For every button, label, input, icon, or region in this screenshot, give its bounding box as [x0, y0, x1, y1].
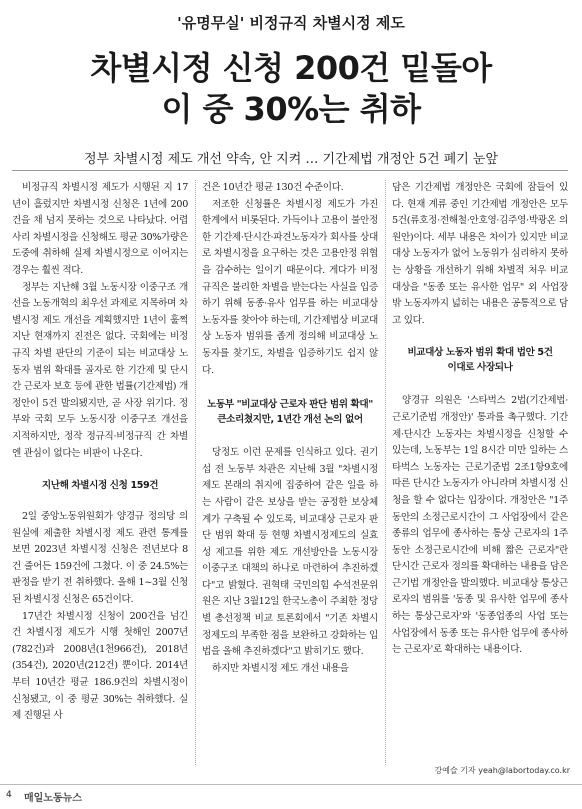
article-body	[12, 180, 572, 765]
footer-rule	[0, 784, 582, 785]
paragraph: 비정규직 차별시정 제도가 시행된 지 17년이 흘렀지만 차별시정 신청은 1년에 200건을 채 넘지 못하는 것으로 나타났다. 어렵사리 차별시정을 신청해도 평균 30%가량은 도중에 취하해 실제 차별시정으로 이어지는 경우는 훨씬 적다.	[12, 182, 188, 276]
crosshead-line-2: 이대로 사장되나	[447, 362, 513, 374]
crosshead-line-2: 큰소리쳤지만, 1년간 개선 논의 없어	[217, 414, 363, 426]
column-divider	[195, 180, 196, 765]
headline-line-1: 차별시정 신청 200건 밑돌아	[90, 49, 492, 87]
crosshead-line-1: 노동부 "비교대상 근로자 판단 범위 확대"	[207, 399, 373, 411]
column-divider	[385, 180, 386, 765]
column-2	[202, 180, 378, 765]
page-number: 4	[6, 790, 12, 800]
column-1	[12, 180, 188, 765]
paragraph: 건은 10년간 평균 130건 수준이다.	[202, 182, 344, 193]
headline	[0, 48, 582, 130]
paragraph: 당정도 이런 문제를 인식하고 있다. 권기섭 전 노동부 차관은 지난해 3월 "차별시정제도 본래의 취지에 집중하여 같은 일을 하는 사람이 같은 보상을 받는 공정한 보상체계가 구축될 수 있도록, 비교대상 근로자 판단 범위 확대 등 현행 차별시정제도의 실효성 제고를 위한 제도 개선방안을 노동시장 이중구조 대책의 하나로 마련하여 추진하겠다"고 밝혔다. 권혁태 국민의힘 수석전문위원은 지난 3월12일 한국노총이 주최한 정당별 총선정책 비교 토론회에서 "기존 차별시정제도의 부족한 점을 보완하고 강화하는 입법을 올해 추진하겠다"고 밝히기도 했다.	[202, 447, 378, 658]
headline-line-2: 이 중 30%는 취하	[161, 90, 421, 128]
column-3	[392, 180, 568, 765]
paragraph: 2일 중앙노동위원회가 양경규 정의당 의원실에 제출한 차별시정 제도 관련 통계를 보면 2023년 차별시정 신청은 전년보다 8건 줄어든 159건에 그쳤다. 이 중 24.5%는 판정을 받기 전 취하했다. 올해 1~3월 신청된 차별시정 신청은 65건이다.	[12, 511, 188, 606]
paragraph: 저조한 신청률은 차별시정 제도가 가진 한계에서 비롯된다. 가득이나 고용이 불안정한 기간제·단시간·파견노동자가 회사를 상대로 차별시정을 요구하는 것은 고용안정 위협을 감수하는 일이기 때문이다. 게다가 비정규직은 불리한 차별을 받는다는 사실을 입증하기 위해 동종·유사 업무를 하는 비교대상 노동자를 찾아야 하는데, 기간제법상 비교대상 노동자 범위를 좁게 정의해 비교대상 노동자를 찾기도, 차별을 입증하기도 쉽지 않다.	[202, 198, 378, 376]
paragraph: 17년간 차별시정 신청이 200건을 넘긴 건 차별시정 제도가 시행 첫해인 2007년(782건)과 2008년(1천966건), 2018년(354건), 2020년(212건) 뿐이다. 2014년부터 10년간 평균 186.9건의 차별시정이 신청됐고, 이 중 평균 30%는 취하했다. 실제 진행된 사	[12, 610, 188, 722]
masthead-logo: 매일노동뉴스	[24, 793, 82, 804]
subhead: 정부 차별시정 제도 개선 약속, 안 지켜 … 기간제법 개정안 5건 폐기 눈앞	[83, 152, 499, 167]
crosshead-line-1: 비교대상 노동자 범위 확대 법안 5건	[407, 347, 553, 359]
top-rule	[12, 170, 568, 171]
crosshead	[202, 397, 378, 427]
crosshead: 지난해 차별시정 신청 159건	[41, 480, 159, 492]
paragraph: 정부는 지난해 3월 노동시장 이중구조 개선을 노동개혁의 최우선 과제로 지목하며 차별시정 제도 개선을 계획했지만 1년이 훌쩍 지난 현재까지 진전은 없다. 국회에는 비정규직 차별 판단의 기준이 되는 비교대상 노동자 범위 확대를 골자로 한 기간제 및 단시간 근로자 보호 등에 관한 법률(기간제법) 개정안이 5건 발의됐지만, 곧 사장 위기다. 정부와 국회 모두 노동시장 이중구조 개선을 지적하지만, 정작 정규직·비정규직 간 차별엔 관심이 없다는 비판이 나온다.	[12, 281, 188, 459]
byline: 강예슬 기자 yeah@labortoday.co.kr	[434, 766, 570, 775]
paragraph: 담은 기간제법 개정안은 국회에 잠들어 있다. 현재 계류 중인 기간제법 개정안은 모두 5건(류호정·전해철·안호영·김주영·박광온 의원안)이다. 세부 내용은 차이가 있지만 비교대상 노동자가 없어 노동위가 심리하지 못하는 상황을 개선하기 위해 차별적 처우 비교대상을 "동종 또는 유사한 업무" 외 사업장 밖 노동자까지 넓히는 내용은 공통적으로 담고 있다.	[392, 182, 568, 326]
paragraph: 양경규 의원은 '스타벅스 2법(기간제법·근로기준법 개정안)' 통과를 촉구했다. 기간제·단시간 노동자는 차별시정을 신청할 수 있는데, 노동부는 1일 8시간 미만 일하는 스타벅스 노동자는 근로기준법 2조1항9호에 따른 단시간 노동자가 아니라며 차별시정 신청을 할 수 없다는 입장이다. 개정안은 "1주 동안의 소정근로시간이 그 사업장에서 같은 종류의 업무에 종사하는 통상 근로자의 1주 동안 소정근로시간에 비해 짧은 근로자"란 단시간 근로자 정의를 확대하는 내용을 담은 근기법 개정안을 발의했다. 비교대상 통상근로자의 범위를 '동종 및 유사한 업무에 종사하는 통상근로자'와 '동종업종의 사업 또는 사업장에서 동종 또는 유사한 업무에 종사하는 근로자'로 확대하는 내용이다.	[392, 395, 568, 656]
crosshead	[392, 345, 568, 375]
kicker: '유명무실' 비정규직 차별시정 제도	[177, 14, 405, 32]
paragraph: 하지만 차별시정 제도 개선 내용을	[212, 662, 349, 674]
